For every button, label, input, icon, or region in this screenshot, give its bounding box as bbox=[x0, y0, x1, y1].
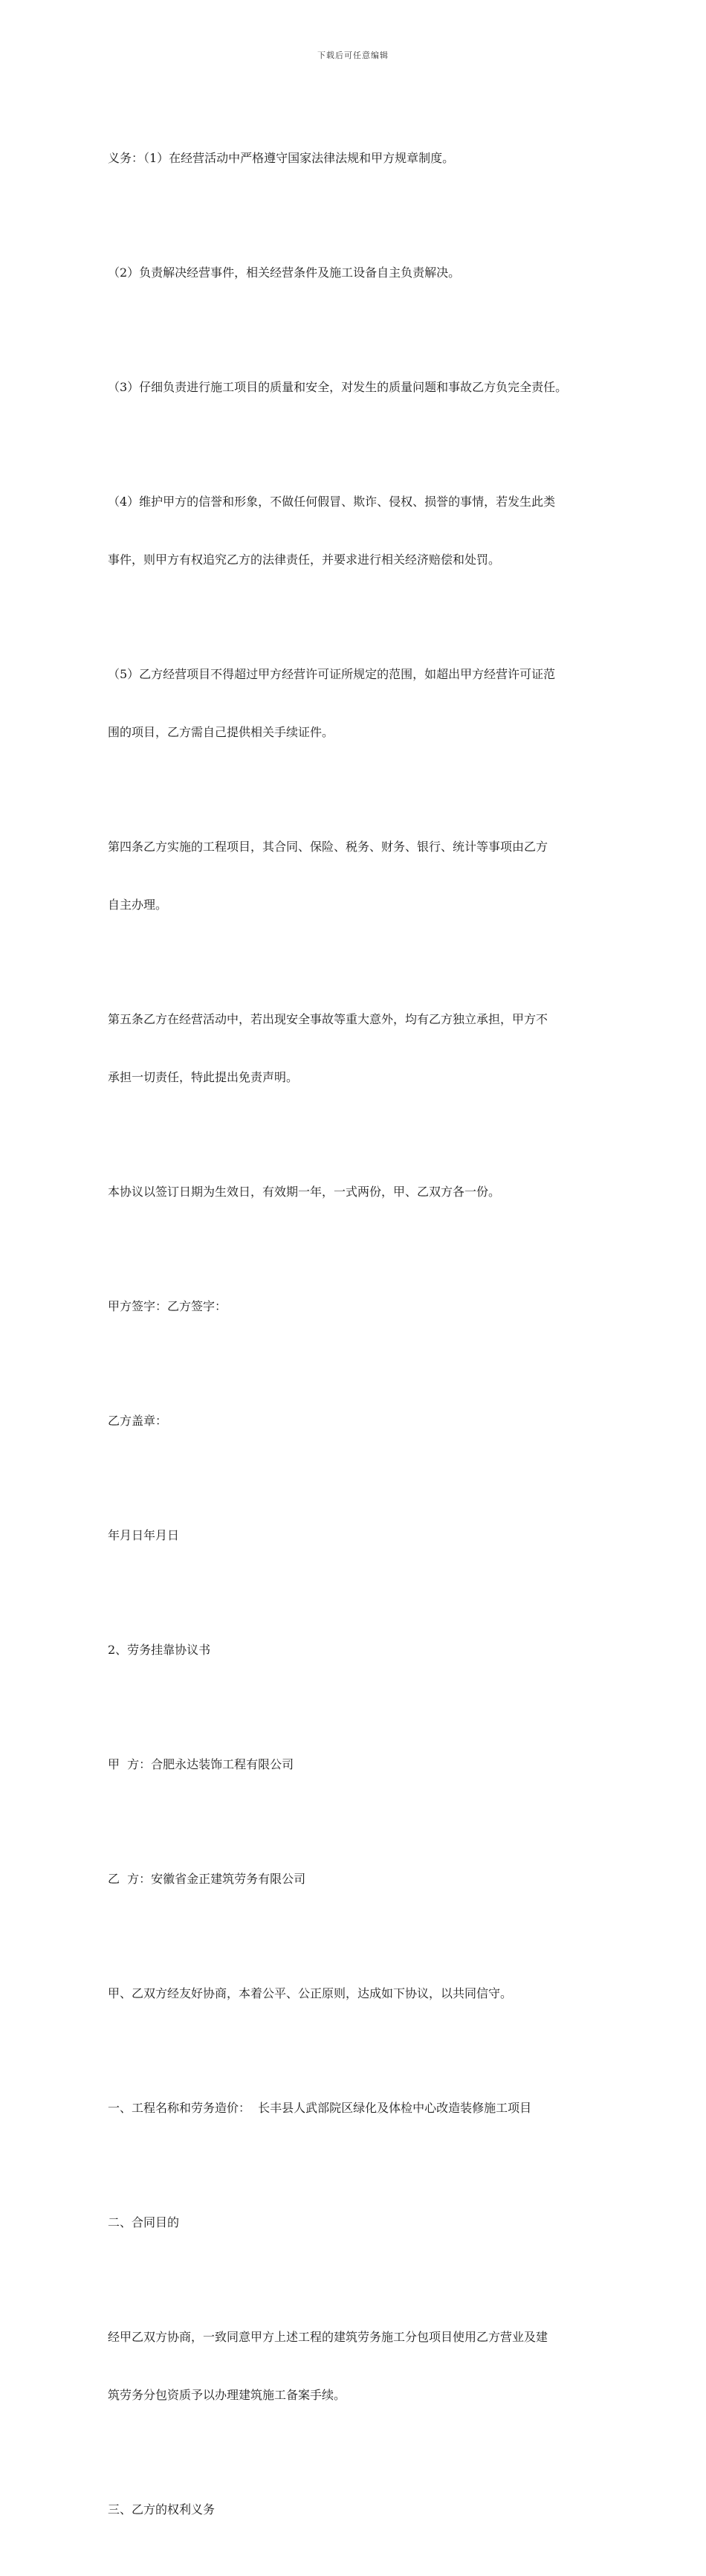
text-line: （5）乙方经营项目不得超过甲方经营许可证所规定的范围，如超出甲方经营许可证范 bbox=[108, 667, 556, 681]
text-line: （2）负责解决经营事件，相关经营条件及施工设备自主负责解决。 bbox=[108, 265, 461, 280]
paragraph-obligation-2 bbox=[108, 225, 609, 321]
paragraph-article-4 bbox=[108, 799, 609, 953]
heading-project-name bbox=[108, 2060, 609, 2157]
text-line: （3）仔细负责进行施工项目的质量和安全，对发生的质量问题和事故乙方负完全责任。 bbox=[108, 380, 568, 394]
text-line: 三、乙方的权利义务 bbox=[108, 2502, 216, 2517]
text-line: 第五条乙方在经营活动中，若出现安全事故等重大意外，均有乙方独立承担，甲方不 bbox=[108, 1012, 548, 1026]
party-a bbox=[108, 1716, 609, 1813]
text-line: 筑劳务分包资质予以办理建筑施工备案手续。 bbox=[108, 2388, 346, 2402]
text-line: 第四条乙方实施的工程项目，其合同、保险、税务、财务、银行、统计等事项由乙方 bbox=[108, 840, 548, 854]
text-line: 乙 方：安徽省金正建筑劳务有限公司 bbox=[108, 1872, 306, 1886]
text-line: 2、劳务挂靠协议书 bbox=[108, 1643, 211, 1657]
text-line: 自主办理。 bbox=[108, 898, 168, 912]
text-line: 经甲乙双方协商，一致同意甲方上述工程的建筑劳务施工分包项目使用乙方营业及建 bbox=[108, 2330, 548, 2344]
paragraph-obligation-5 bbox=[108, 626, 609, 781]
paragraph-article-5 bbox=[108, 971, 609, 1126]
text-line: 二、合同目的 bbox=[108, 2215, 180, 2229]
text-line: （4）维护甲方的信誉和形象，不做任何假冒、欺诈、侵权、损誉的事情，若发生此类 bbox=[108, 495, 556, 509]
heading-contract-purpose bbox=[108, 2174, 609, 2271]
paragraph-signatures bbox=[108, 1258, 609, 1355]
text-line: 乙方盖章： bbox=[108, 1414, 168, 1428]
paragraph-dates bbox=[108, 1487, 609, 1584]
text-line: 本协议以签订日期为生效日，有效期一年，一式两份，甲、乙双方各一份。 bbox=[108, 1185, 501, 1199]
text-line: 承担一切责任，特此提出免责声明。 bbox=[108, 1070, 299, 1084]
text-line: 一、工程名称和劳务造价： 长丰县人武部院区绿化及体检中心改造装修施工项目 bbox=[108, 2101, 532, 2115]
paragraph-obligation-4 bbox=[108, 454, 609, 608]
text-line: 甲、乙双方经友好协商，本着公平、公正原则，达成如下协议，以共同信守。 bbox=[108, 1986, 513, 2000]
paragraph-purpose bbox=[108, 2289, 609, 2444]
text-line: 甲方签字：乙方签字： bbox=[108, 1299, 227, 1313]
text-line: 义务：（1）在经营活动中严格遵守国家法律法规和甲方规章制度。 bbox=[108, 151, 455, 165]
paragraph-obligation-3 bbox=[108, 339, 609, 436]
party-b bbox=[108, 1831, 609, 1928]
text-line: 甲 方：合肥永达装饰工程有限公司 bbox=[108, 1757, 294, 1771]
document-body bbox=[108, 110, 609, 2576]
paragraph-seal bbox=[108, 1373, 609, 1469]
paragraph-agreement bbox=[108, 1945, 609, 2042]
page-header: 下载后可任意编辑 bbox=[317, 51, 389, 60]
section-title bbox=[108, 1602, 609, 1698]
heading-rights-obligations bbox=[108, 2461, 609, 2558]
text-line: 事件，则甲方有权追究乙方的法律责任，并要求进行相关经济赔偿和处罚。 bbox=[108, 553, 501, 567]
text-line: 年月日年月日 bbox=[108, 1528, 180, 1542]
paragraph-validity bbox=[108, 1144, 609, 1240]
text-line: 围的项目，乙方需自己提供相关手续证件。 bbox=[108, 725, 334, 739]
paragraph-obligation-1 bbox=[108, 110, 609, 207]
